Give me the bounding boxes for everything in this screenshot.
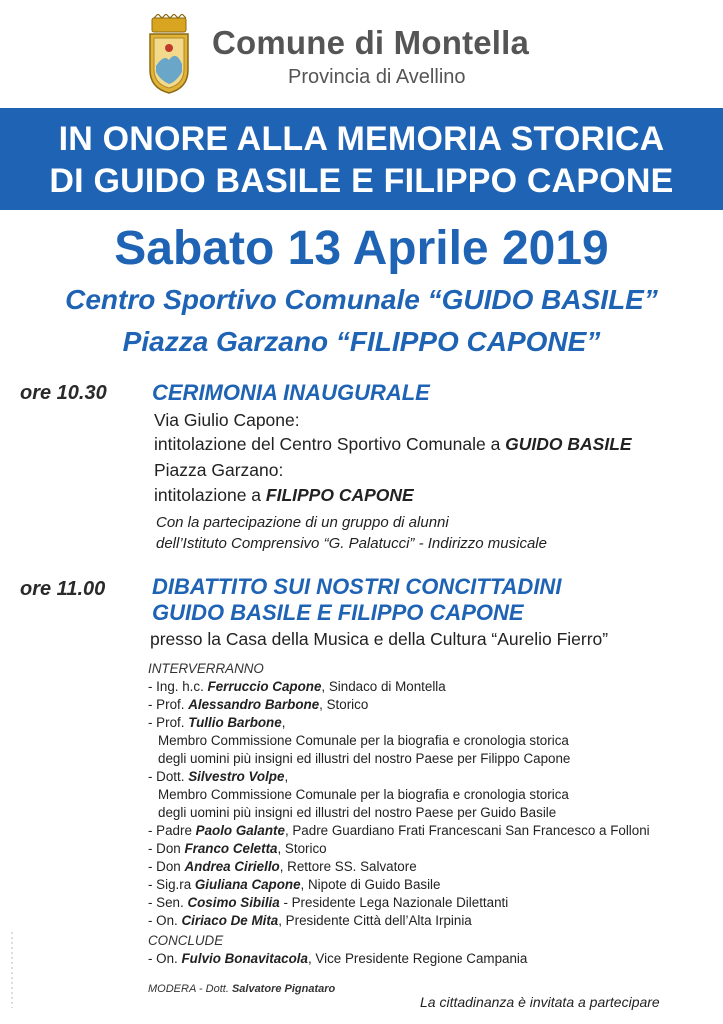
speaker-detail: degli uomini più insigni ed illustri del nostro Paese per Guido Basile — [158, 805, 557, 820]
list-item: - Sen. Cosimo Sibilia - Presidente Lega Nazionale Dilettanti — [148, 895, 509, 910]
list-item: - Dott. Silvestro Volpe, — [148, 769, 289, 784]
session-2-title-1: DIBATTITO SUI NOSTRI CONCITTADINI — [152, 574, 562, 599]
banner-line-1: IN ONORE ALLA MEMORIA STORICA — [58, 120, 665, 158]
session-1-location-1: Via Giulio Capone: — [154, 410, 300, 430]
list-item: - Padre Paolo Galante, Padre Guardiano Frati Francescani San Francesco a Folloni — [148, 823, 650, 838]
session-1-title: CERIMONIA INAUGURALE — [152, 380, 430, 405]
session-1-note-2: dell’Istituto Comprensivo “G. Palatucci” - Indirizzo musicale — [156, 535, 547, 552]
session-1-time: ore 10.30 — [20, 382, 107, 404]
speaker-detail: Membro Commissione Comunale per la biografia e cronologia storica — [158, 787, 569, 802]
interverranno-label: INTERVERRANNO — [148, 661, 264, 676]
list-item: - Prof. Alessandro Barbone, Storico — [148, 697, 369, 712]
print-credit-mark — [7, 930, 17, 1010]
list-item: - On. Ciriaco De Mita, Presidente Città dell’Alta Irpinia — [148, 913, 472, 928]
banner-line-2: DI GUIDO BASILE E FILIPPO CAPONE — [49, 162, 674, 200]
venue-piazza: Piazza Garzano “FILIPPO CAPONE” — [122, 326, 601, 357]
session-1-location-2: Piazza Garzano: — [154, 460, 284, 480]
session-2-title-2: GUIDO BASILE E FILIPPO CAPONE — [152, 600, 524, 625]
crest-icon — [146, 14, 192, 94]
list-item: - Prof. Tullio Barbone, — [148, 715, 286, 730]
conclude-label: CONCLUDE — [148, 933, 224, 948]
session-1-note-1: Con la partecipazione di un gruppo di alunni — [156, 514, 449, 531]
list-item: - Don Andrea Ciriello, Rettore SS. Salvatore — [148, 859, 417, 874]
event-date: Sabato 13 Aprile 2019 — [114, 222, 609, 275]
list-item: - On. Fulvio Bonavitacola, Vice Presidente Regione Campania — [148, 951, 528, 966]
venue-sports-center: Centro Sportivo Comunale “GUIDO BASILE” — [65, 284, 658, 315]
title-banner — [0, 108, 723, 210]
session-1-description-1: intitolazione del Centro Sportivo Comunale a GUIDO BASILE — [154, 434, 632, 454]
list-item: - Ing. h.c. Ferruccio Capone, Sindaco di Montella — [148, 679, 446, 694]
speakers-list — [148, 660, 650, 968]
closing-invitation: La cittadinanza è invitata a partecipare — [420, 994, 660, 1010]
list-item: - Sig.ra Giuliana Capone, Nipote di Guido Basile — [148, 877, 441, 892]
session-2-time: ore 11.00 — [20, 578, 106, 600]
speaker-detail: Membro Commissione Comunale per la biografia e cronologia storica — [158, 733, 569, 748]
header — [0, 0, 723, 108]
session-2-location: presso la Casa della Musica e della Cultura “Aurelio Fierro” — [150, 629, 609, 649]
speaker-detail: degli uomini più insigni ed illustri del nostro Paese per Filippo Capone — [158, 751, 571, 766]
list-item: - Don Franco Celetta, Storico — [148, 841, 327, 856]
province-name: Provincia di Avellino — [288, 66, 466, 88]
moderator-line: MODERA - Dott. Salvatore Pignataro — [148, 983, 336, 995]
municipality-name: Comune di Montella — [212, 24, 530, 61]
session-1-description-2: intitolazione a FILIPPO CAPONE — [154, 485, 414, 505]
